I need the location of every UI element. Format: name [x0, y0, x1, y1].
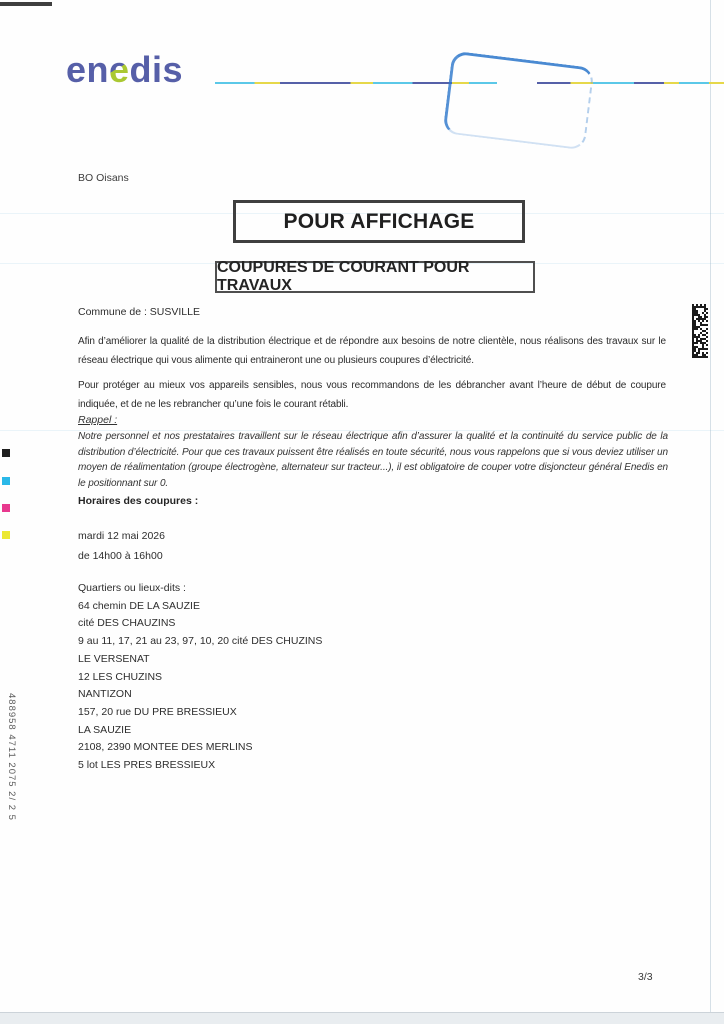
address-line: cité DES CHAUZINS	[78, 617, 176, 630]
pour-affichage-banner	[233, 200, 525, 243]
quartiers-label: Quartiers ou lieux-dits :	[78, 582, 186, 594]
intro-paragraph: Afin d’améliorer la qualité de la distribution électrique et de répondre aux besoins de notre clientèle, nous réalisons des travaux sur le réseau électrique qui vous alimente qui entraineront une ou plusieurs coupures d’électricité.	[78, 336, 666, 366]
registration-mark-black	[2, 449, 10, 457]
scan-right-edge-line	[710, 0, 711, 1013]
horaires-label: Horaires des coupures :	[78, 495, 199, 507]
address-line: LA SAUZIE	[78, 723, 132, 736]
scan-artifact-top-line	[0, 2, 52, 6]
registration-mark-magenta	[2, 504, 10, 512]
schedule-time: de 14h00 à 16h00	[78, 550, 163, 562]
print-edge-code: 488958 4711 2075 2/ 2 5	[6, 693, 17, 821]
registration-mark-yellow	[2, 531, 10, 539]
advice-paragraph: Pour protéger au mieux vos appareils sensibles, nous vous recommandons de les débrancher avant l’heure de début de coupure indiquée, et de ne les rebrancher qu’une fois le courant rétabli.	[78, 380, 666, 410]
page-number: 3/3	[638, 971, 653, 983]
coupures-banner	[215, 261, 535, 293]
coupures-text: COUPURES DE COURANT POUR TRAVAUX	[217, 259, 470, 294]
enedis-logo	[66, 49, 184, 90]
schedule-block	[78, 526, 165, 566]
logo-text-dis: dis	[129, 49, 184, 90]
address-line: LE VERSENAT	[78, 652, 150, 665]
schedule-date: mardi 12 mai 2026	[78, 530, 165, 542]
commune-line: Commune de : SUSVILLE	[78, 306, 200, 318]
scan-bottom-edge	[0, 1012, 724, 1024]
address-line: 157, 20 rue DU PRE BRESSIEUX	[78, 705, 237, 718]
address-line: 2108, 2390 MONTEE DES MERLINS	[78, 741, 253, 754]
rappel-section	[78, 414, 668, 491]
logo-text-en: en	[66, 49, 110, 90]
logo-letter-e-green: e	[109, 49, 130, 90]
address-line: 9 au 11, 17, 21 au 23, 97, 10, 20 cité DES CHUZINS	[78, 635, 323, 648]
datamatrix-barcode	[692, 304, 708, 358]
address-line: 5 lot LES PRES BRESSIEUX	[78, 759, 216, 772]
rappel-label: Rappel :	[78, 414, 118, 426]
pour-affichage-text: POUR AFFICHAGE	[283, 209, 475, 233]
quartiers-block	[78, 580, 322, 775]
address-line: 64 chemin DE LA SAUZIE	[78, 599, 200, 612]
address-line: 12 LES CHUZINS	[78, 670, 163, 683]
rappel-text: Notre personnel et nos prestataires travaillent sur le réseau électrique afin d’assurer la qualité et la continuité du service public de la distribution d’électricité. Pour que ces travaux puissent être réalisés en toute sécurité, nous vous rappelons que si vous deviez utiliser un moyen de réalimentation (groupe électrogène, alternateur sur tracteur...), il est obligatoire de couper votre disjoncteur général Enedis en le positionnant sur 0.	[78, 431, 668, 489]
address-line: NANTIZON	[78, 688, 132, 701]
sticker-outline-stamp	[442, 51, 594, 151]
registration-mark-cyan	[2, 477, 10, 485]
office-label: BO Oisans	[78, 172, 129, 184]
